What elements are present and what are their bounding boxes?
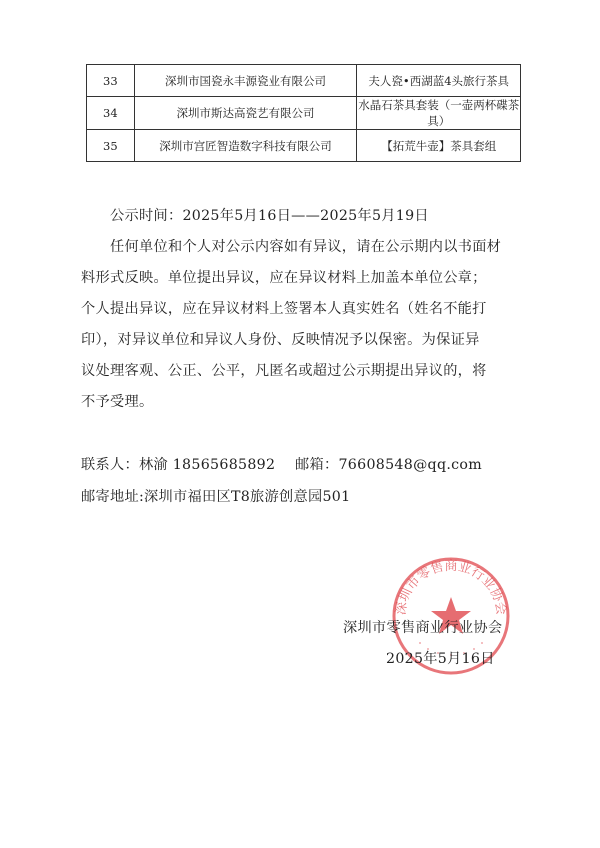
row-number: 35 [87, 130, 135, 162]
award-table [86, 64, 521, 162]
product-name: 夫人瓷•西湖蓝4头旅行茶具 [357, 65, 521, 97]
contact-email: 邮箱：76608548@qq.com [295, 457, 482, 473]
notice-line-4: 印），对异议单位和异议人身份、反映情况予以保密。为保证异 [81, 332, 480, 348]
signature-date: 2025年5月16日 [386, 651, 495, 667]
row-number: 34 [87, 97, 135, 130]
table-row [87, 97, 521, 130]
company-name: 深圳市国瓷永丰源瓷业有限公司 [134, 65, 357, 97]
contact-person: 联系人：林渝 18565685892 [81, 457, 276, 473]
svg-text:深圳市零售商业行业协会: 深圳市零售商业行业协会 [393, 559, 509, 617]
notice-line-2: 料形式反映。单位提出异议，应在异议材料上加盖本单位公章； [81, 270, 487, 286]
notice-line-1: 任何单位和个人对公示内容如有异议，请在公示期内以书面材 [110, 239, 502, 255]
company-name: 深圳市宫匠智造数字科技有限公司 [134, 130, 357, 162]
row-number: 33 [87, 65, 135, 97]
notice-line-6: 不予受理。 [81, 394, 154, 410]
table-row [87, 130, 521, 162]
company-name: 深圳市斯达高瓷艺有限公司 [134, 97, 357, 130]
contact-address: 邮寄地址:深圳市福田区T8旅游创意园501 [81, 489, 351, 505]
table-row [87, 65, 521, 97]
notice-line-3: 个人提出异议，应在异议材料上签署本人真实姓名（姓名不能打 [81, 301, 487, 317]
notice-line-5: 议处理客观、公正、公平，凡匿名或超过公示期提出异议的，将 [81, 363, 487, 379]
product-name: 水晶石茶具套装（一壶两杯碟茶具） [358, 98, 520, 128]
signature-org: 深圳市零售商业行业协会 [343, 620, 503, 636]
notice-period: 公示时间：2025年5月16日——2025年5月19日 [110, 208, 429, 224]
product-name: 【拓荒牛壶】茶具套组 [357, 130, 521, 162]
